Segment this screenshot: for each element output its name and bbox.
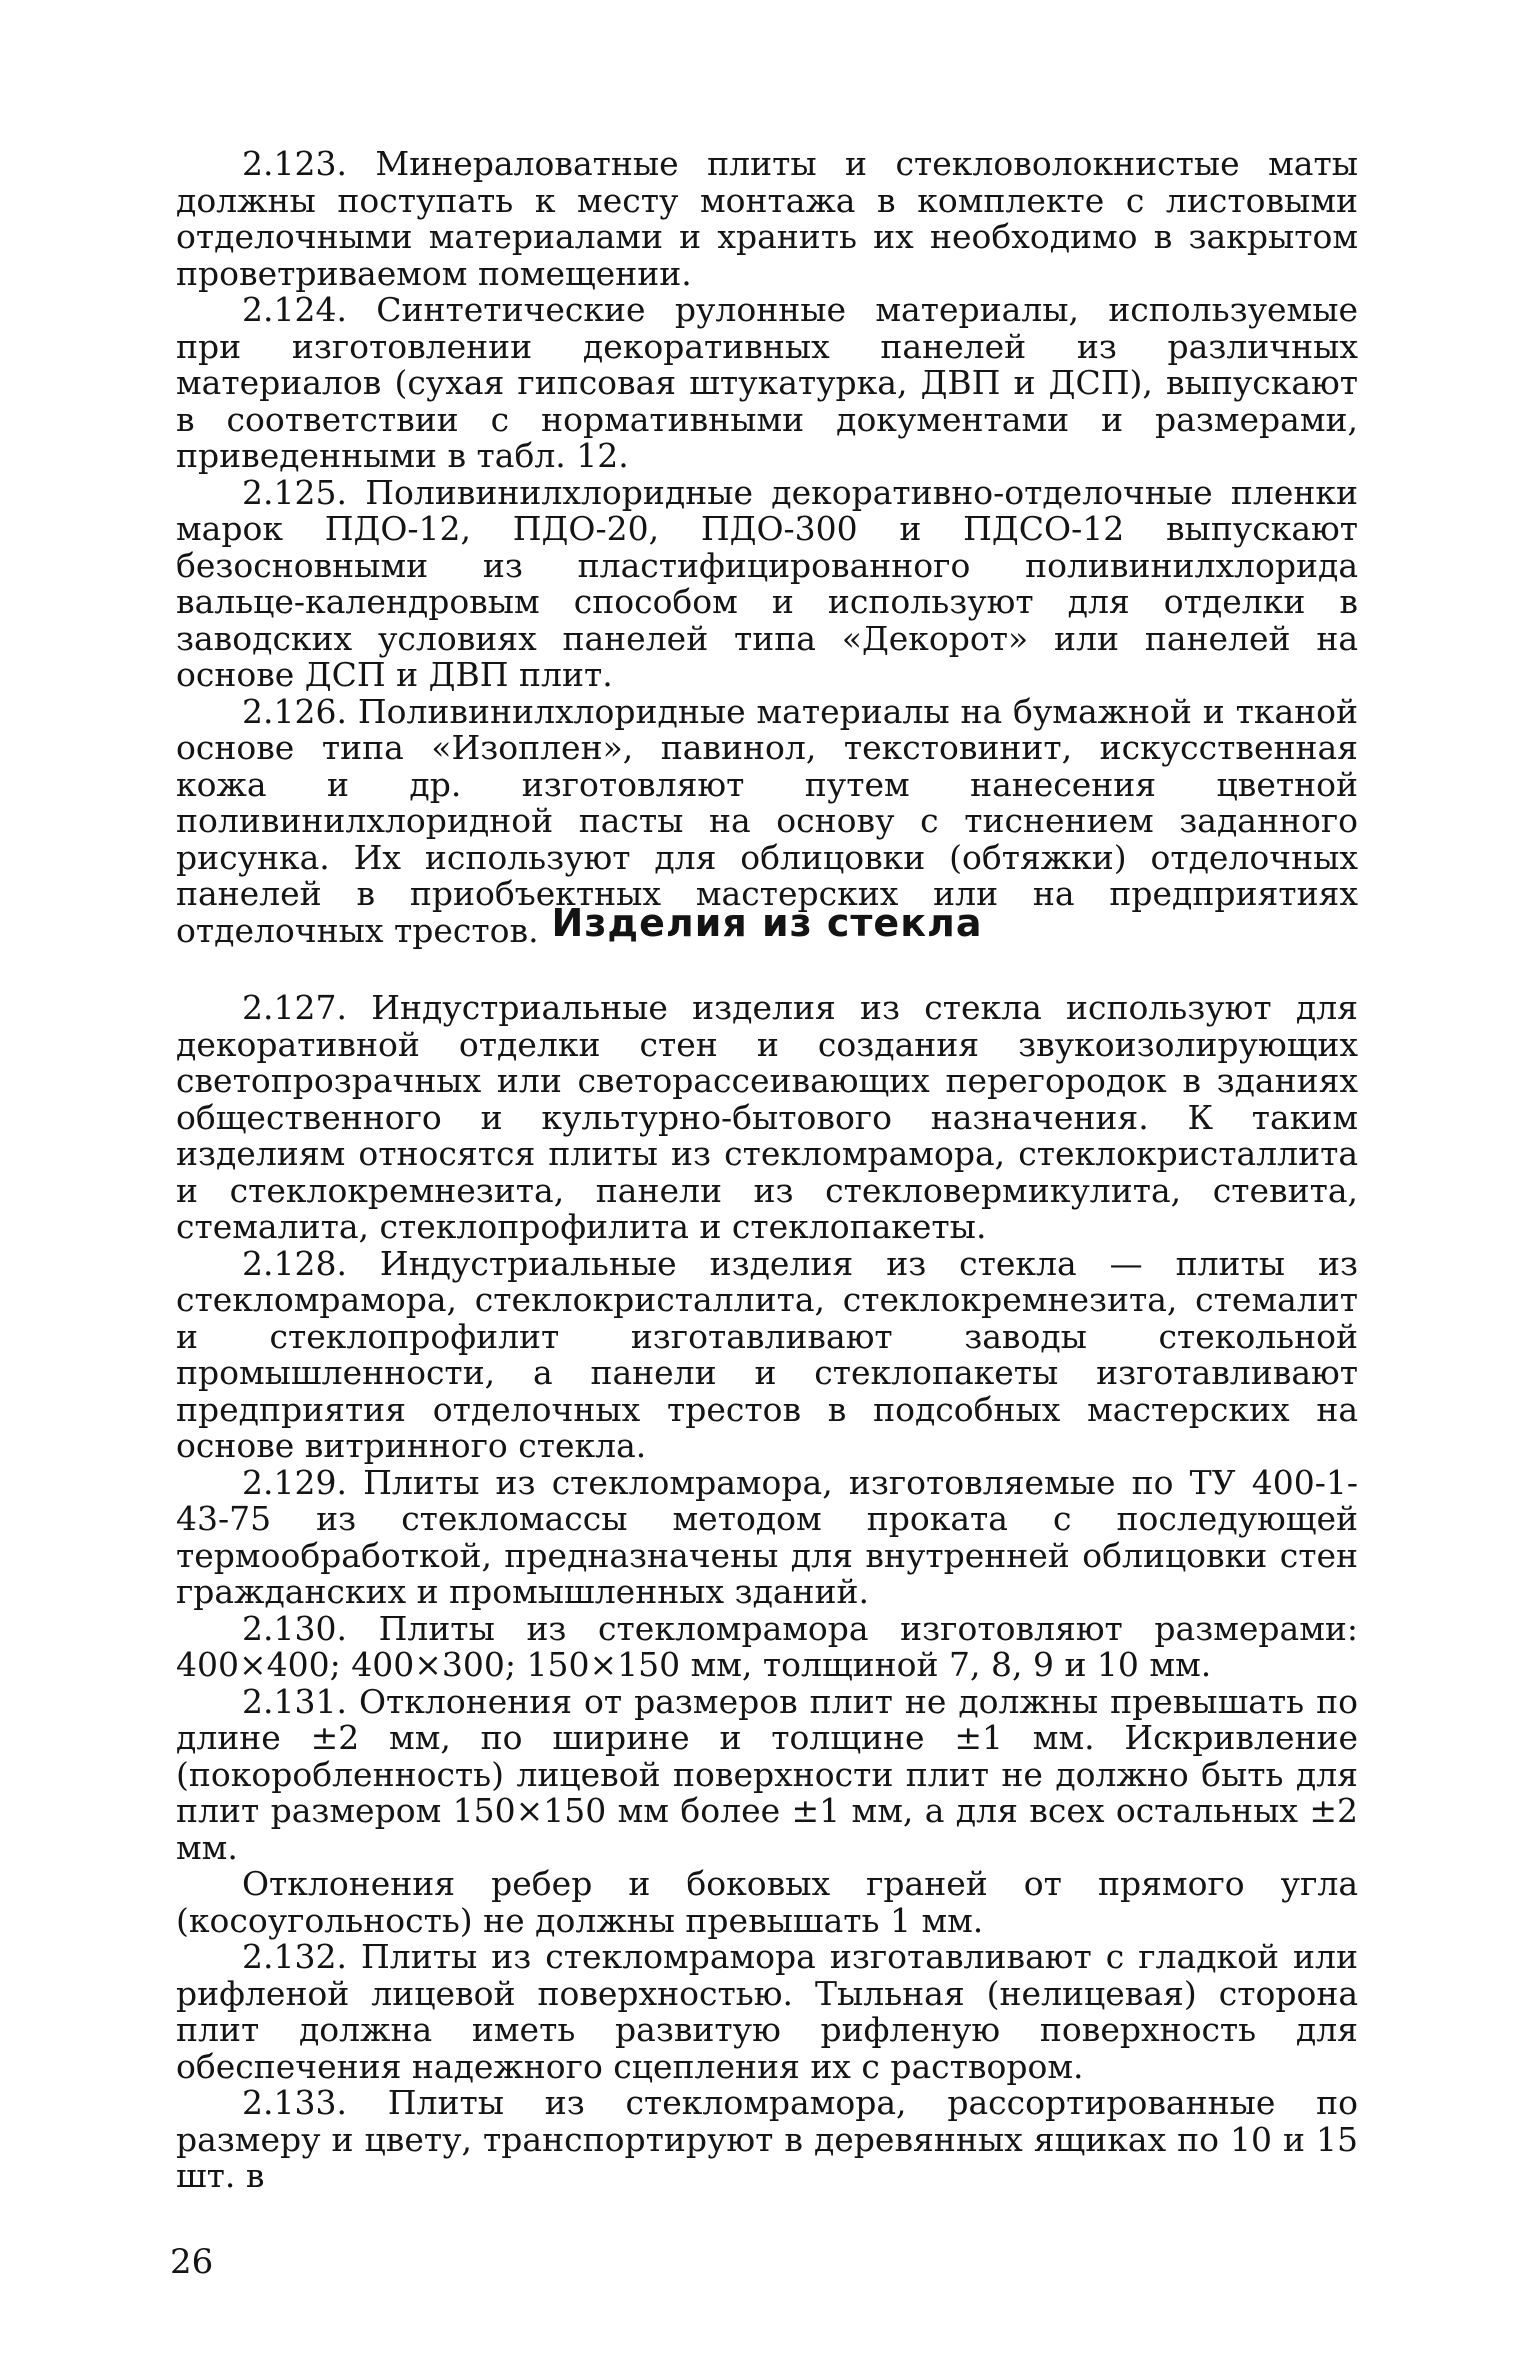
bottom-text-block [176,990,1358,2195]
top-text-block [176,146,1358,949]
paragraph-2-125: 2.125. Поливинилхлоридные декоративно-отделочные пленки марок ПДО-12, ПДО-20, ПДО-300 и ПДСО-12 выпускают безосновными из пластифицированного поливинилхлорида вальце-календровым способом и используют для отделки в заводских условиях панелей типа «Декорот» или панелей на основе ДСП и ДВП плит. [176,472,1358,694]
paragraph-2-128: 2.128. Индустриальные изделия из стекла — плиты из стекломрамора, стеклокристаллита, стеклокремнезита, стемалит и стеклопрофилит изготавливают заводы стекольной промышленности, а панели и стеклопакеты изготавливают предприятия отделочных трестов в подсобных мастерских на основе витринного стекла. [176,1243,1358,1465]
paragraph-2-126: 2.126. Поливинилхлоридные материалы на бумажной и тканой основе типа «Изоплен», павинол, текстовинит, искусственная кожа и др. изготовляют путем нанесения цветной поливинилхлоридной пасты на основу с тиснением заданного рисунка. Их используют для облицовки (обтяжки) отделочных панелей в приобъектных мастерских или на предприятиях отделочных трестов. [176,691,1358,950]
paragraph-2-129: 2.129. Плиты из стекломрамора, изготовляемые по ТУ 400-1-43-75 из стекломассы методом проката с последующей термообработкой, предназначены для внутренней облицовки стен гражданских и промышленных зданий. [176,1462,1358,1611]
section-heading: Изделия из стекла [551,901,983,945]
paragraph-2-130: 2.130. Плиты из стекломрамора изготовляют размерами: 400×400; 400×300; 150×150 мм, толщиной 7, 8, 9 и 10 мм. [176,1608,1358,1684]
paragraph-2-131: 2.131. Отклонения от размеров плит не должны превышать по длине ±2 мм, по ширине и толщине ±1 мм. Искривление (покоробленность) лицевой поверхности плит не должно быть для плит размером 150×150 мм более ±1 мм, а для всех остальных ±2 мм. [176,1681,1358,1867]
paragraph-2-124: 2.124. Синтетические рулонные материалы, используемые при изготовлении декоративных панелей из различных материалов (сухая гипсовая штукатурка, ДВП и ДСП), выпускают в соответствии с нормативными документами и размерами, приведенными в табл. 12. [176,290,1358,475]
paragraph-2-127: 2.127. Индустриальные изделия из стекла используют для декоративной отделки стен и создания звукоизолирующих светопрозрачных или светорассеивающих перегородок в зданиях общественного и культурно-бытового назначения. К таким изделиям относятся плиты из стекломрамора, стеклокристаллита и стеклокремнезита, панели из стекловермикулита, стевита, стемалита, стеклопрофилита и стеклопакеты. [176,988,1358,1246]
paragraph-2-133: 2.133. Плиты из стекломрамора, рассортированные по размеру и цвету, транспортируют в деревянных ящиках по 10 и 15 шт. в [176,2083,1358,2195]
paragraph-2-123: 2.123. Минераловатные плиты и стекловолокнистые маты должны поступать к месту монтажа в комплекте с листовыми отделочными материалами и хранить их необходимо в закрытом проветриваемом помещении. [176,144,1358,293]
paragraph-2-132: 2.132. Плиты из стекломрамора изготавливают с гладкой или рифленой лицевой поверхностью. Тыльная (нелицевая) сторона плит должна иметь развитую рифленую поверхность для обеспечения надежного сцепления их с раствором. [176,1937,1358,2086]
paragraph-2-131-continued: Отклонения ребер и боковых граней от прямого угла (косоугольность) не должны превышать 1 мм. [176,1864,1358,1940]
page-number: 26 [170,2242,214,2282]
